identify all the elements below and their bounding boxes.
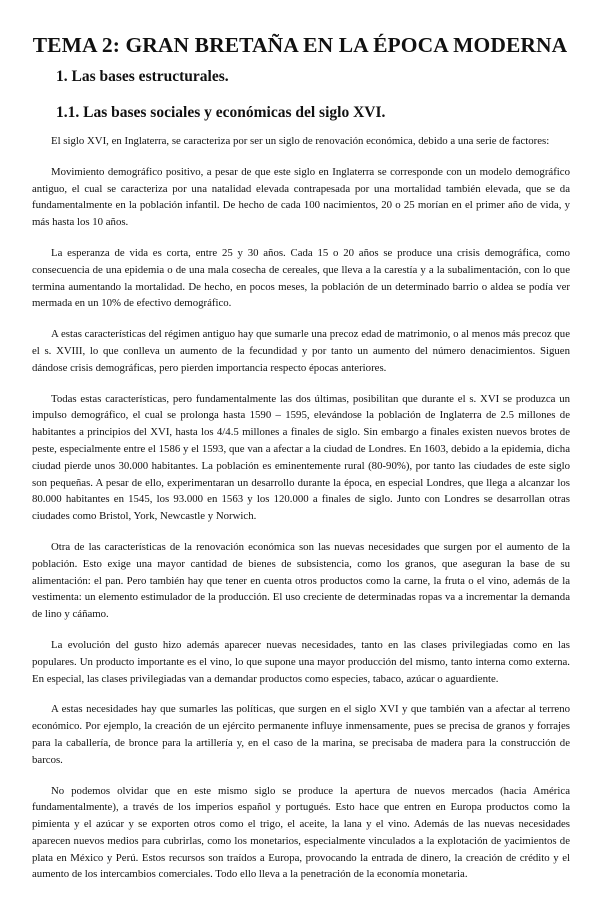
paragraph-demography: Movimiento demográfico positivo, a pesar de que este siglo en Inglaterra se corresponde con un modelo demográfico antiguo, el cual se caracteriza por una natalidad elevada contrapesada por una mortalidad también elevada, que se da fundamentalmente en la población infantil. De hecho de cada 100 nacimientos, 20 o 25 morían en el primer año de vida, y más hasta los 10 años. — [32, 165, 570, 229]
paragraph-political-needs: A estas necesidades hay que sumarles las políticas, que surgen en el siglo XVI y que también van a afectar al terreno económico. Por ejemplo, la creación de un ejército permanente influye inmensamente, pues se precisa de granos y forrajes para la caballería, de bronce para la artillería y, en el caso de la marina, se precisaba de madera para la construcción de barcos. — [32, 703, 570, 766]
page-title: TEMA 2: GRAN BRETAÑA EN LA ÉPOCA MODERNA — [32, 33, 568, 57]
subsection-heading: 1.1. Las bases sociales y económicas del siglo XVI. — [56, 104, 386, 121]
paragraph-population-growth: Todas estas características, pero fundamentalmente las dos últimas, posibilitan que durante el s. XVI se produzca un impulso demográfico, el cual se prolonga hasta 1590 – 1595, elevándose la población de Inglaterra de 2.5 millones de habitantes a principios del XVI, hasta los 4/4.5 millones a finales de siglo. Sin embargo a finales existen nuevos brotes de peste, especialmente entre el 1586 y el 1593, que van a afectar a la ciudad de Londres. En 1603, debido a la epidemia, dicha ciudad pierde unos 30.000 habitantes. La población es eminentemente rural (80-90%), por tanto las ciudades de este siglo son pequeñas. A pesar de ello, experimentaran un desarrollo durante la época, en especial Londres, que llega a alcanzar los 80.000 habitantes en 1545, los 93.000 en 1563 y los 120.000 a finales de siglo. Junto con Londres se desarrollan otras ciudades como Bristol, York, Newcastle y Norwich. — [32, 392, 570, 523]
paragraph-taste-evolution: La evolución del gusto hizo además aparecer nuevas necesidades, tanto en las clases privilegiadas como en las populares. Un producto importante es el vino, lo que supone una mayor producción del mismo, tanto interna como externa. En especial, las clases privilegiadas van a demandar productos como especies, tabaco, azúcar o aguardiente. — [32, 638, 570, 685]
paragraph-marriage-age: A estas características del régimen antiguo hay que sumarle una precoz edad de matrimonio, o al menos más precoz que el s. XVIII, lo que conlleva un aumento de la fecundidad y por tanto un aumento del número denacimientos. Siguen dándose crisis demográficas, pero pierden importancia respecto épocas anteriores. — [32, 328, 570, 374]
paragraph-life-expectancy: La esperanza de vida es corta, entre 25 y 30 años. Cada 15 o 20 años se produce una crisis demográfica, como consecuencia de una epidemia o de una mala cosecha de cereales, que lleva a la carestía y a la subalimentación, con lo que termina aumentando la mortalidad. De hecho, en pocos meses, la población de un determinado barrio o aldea se podía ver mermada en un 10% de efectivo demográfico. — [32, 246, 570, 310]
document-body — [32, 133, 570, 897]
paragraph-new-markets: No podemos olvidar que en este mismo siglo se produce la apertura de nuevos mercados (hacia América fundamentalmente), a través de los imperios español y portugués. Esto hace que entren en Europa productos como la pimienta y el azúcar y se exporten otros como el trigo, el aceite, la lana y el vino. Además de las nuevas necesidades aparecen nuevos medios para cubrirlas, como los monetarios, especialmente vinculados a la explotación de yacimientos de plata en México y Perú. Estos recursos son traídos a Europa, provocando la entrada de dinero, la creación de crédito y el aumento de los intercambios comerciales. Todo ello lleva a la penetración de la economía monetaria. — [32, 784, 570, 881]
paragraph-new-needs: Otra de las características de la renovación económica son las nuevas necesidades que surgen por el aumento de la población. Esto exige una mayor cantidad de bienes de subsistencia, como los granos, que aseguran la base de su alimentación: el pan. Pero también hay que tener en cuenta otros productos como la carne, la fruta o el vino, además de la vestimenta: un elemento estimulador de la producción. El uso creciente de determinadas ropas va a incrementar la demanda de lino y cáñamo. — [32, 540, 570, 621]
section-heading: 1. Las bases estructurales. — [56, 68, 229, 85]
paragraph-intro: El siglo XVI, en Inglaterra, se caracteriza por ser un siglo de renovación económica, debido a una serie de factores: — [51, 135, 550, 147]
